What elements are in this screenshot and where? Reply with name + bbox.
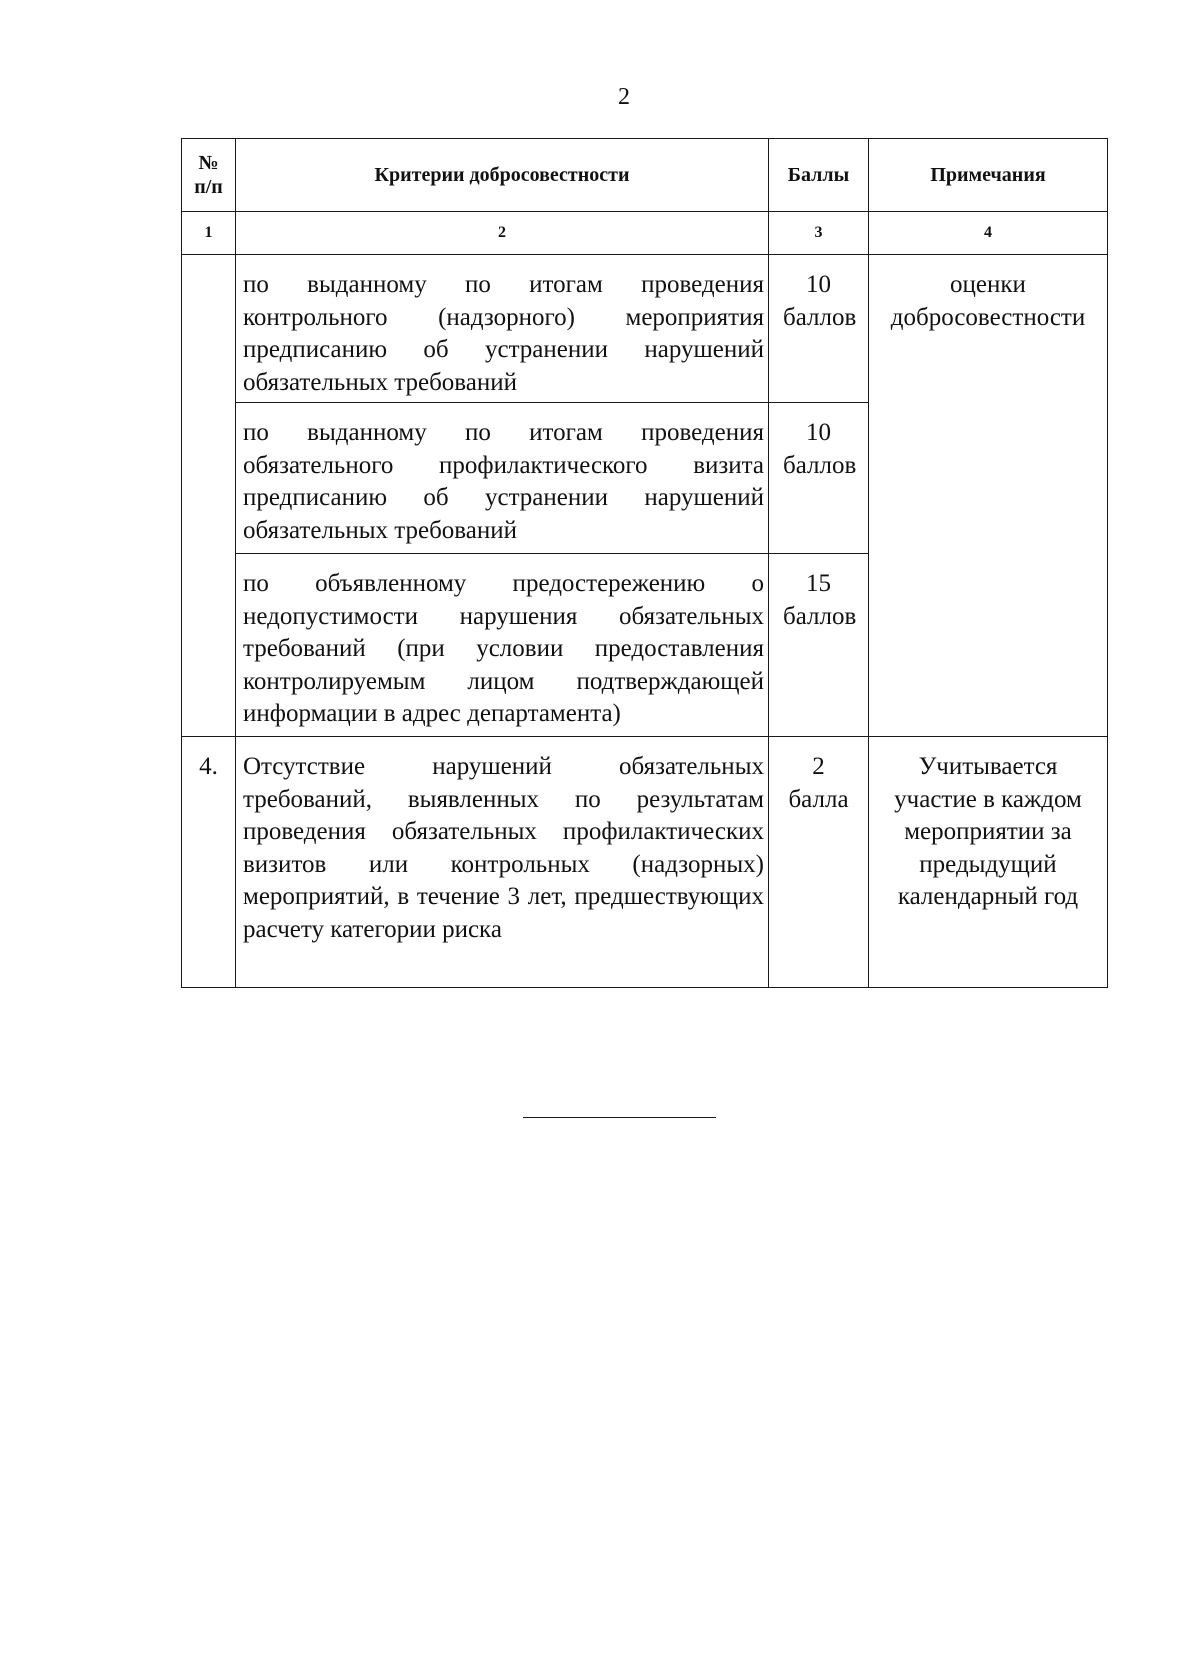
column-number: 3: [769, 212, 869, 255]
table-row: [182, 255, 1108, 403]
note-cell: Учитывается участие в каждом мероприятии за предыдущий календарный год: [869, 737, 1108, 988]
header-number: № п/п: [182, 139, 236, 212]
header-points: Баллы: [769, 139, 869, 212]
row-index: [182, 255, 236, 737]
criterion-cell: по выданному по итогам проведения контрольного (надзорного) мероприятия предписанию об устранении нарушений обязательных требований: [236, 255, 769, 403]
header-criteria: Критерии добросовестности: [236, 139, 769, 212]
table-row: [182, 737, 1108, 988]
criterion-cell: по объявленному предостережению о недопустимости нарушения обязательных требований (при условии предоставления контролируемым лицом подтверждающей информации в адрес департамента): [236, 554, 769, 737]
criterion-cell: Отсутствие нарушений обязательных требований, выявленных по результатам проведения обязательных профилактических визитов или контрольных (надзорных) мероприятий, в течение 3 лет, предшествующих расчету категории риска: [236, 737, 769, 988]
column-number: 2: [236, 212, 769, 255]
points-cell: 15 баллов: [769, 554, 869, 737]
column-number: 4: [869, 212, 1108, 255]
separator-line: [523, 1117, 716, 1118]
note-cell: оценки добросовестности: [869, 255, 1108, 737]
page-number: 2: [618, 84, 630, 110]
header-notes: Примечания: [869, 139, 1108, 212]
points-cell: 10 баллов: [769, 255, 869, 403]
column-number-row: [182, 212, 1108, 255]
table-header-row: [182, 139, 1108, 212]
criteria-table: [181, 138, 1108, 988]
criterion-cell: по выданному по итогам проведения обязательного профилактического визита предписанию об устранении нарушений обязательных требований: [236, 403, 769, 554]
points-cell: 2 балла: [769, 737, 869, 988]
column-number: 1: [182, 212, 236, 255]
points-cell: 10 баллов: [769, 403, 869, 554]
row-index: 4.: [182, 737, 236, 988]
